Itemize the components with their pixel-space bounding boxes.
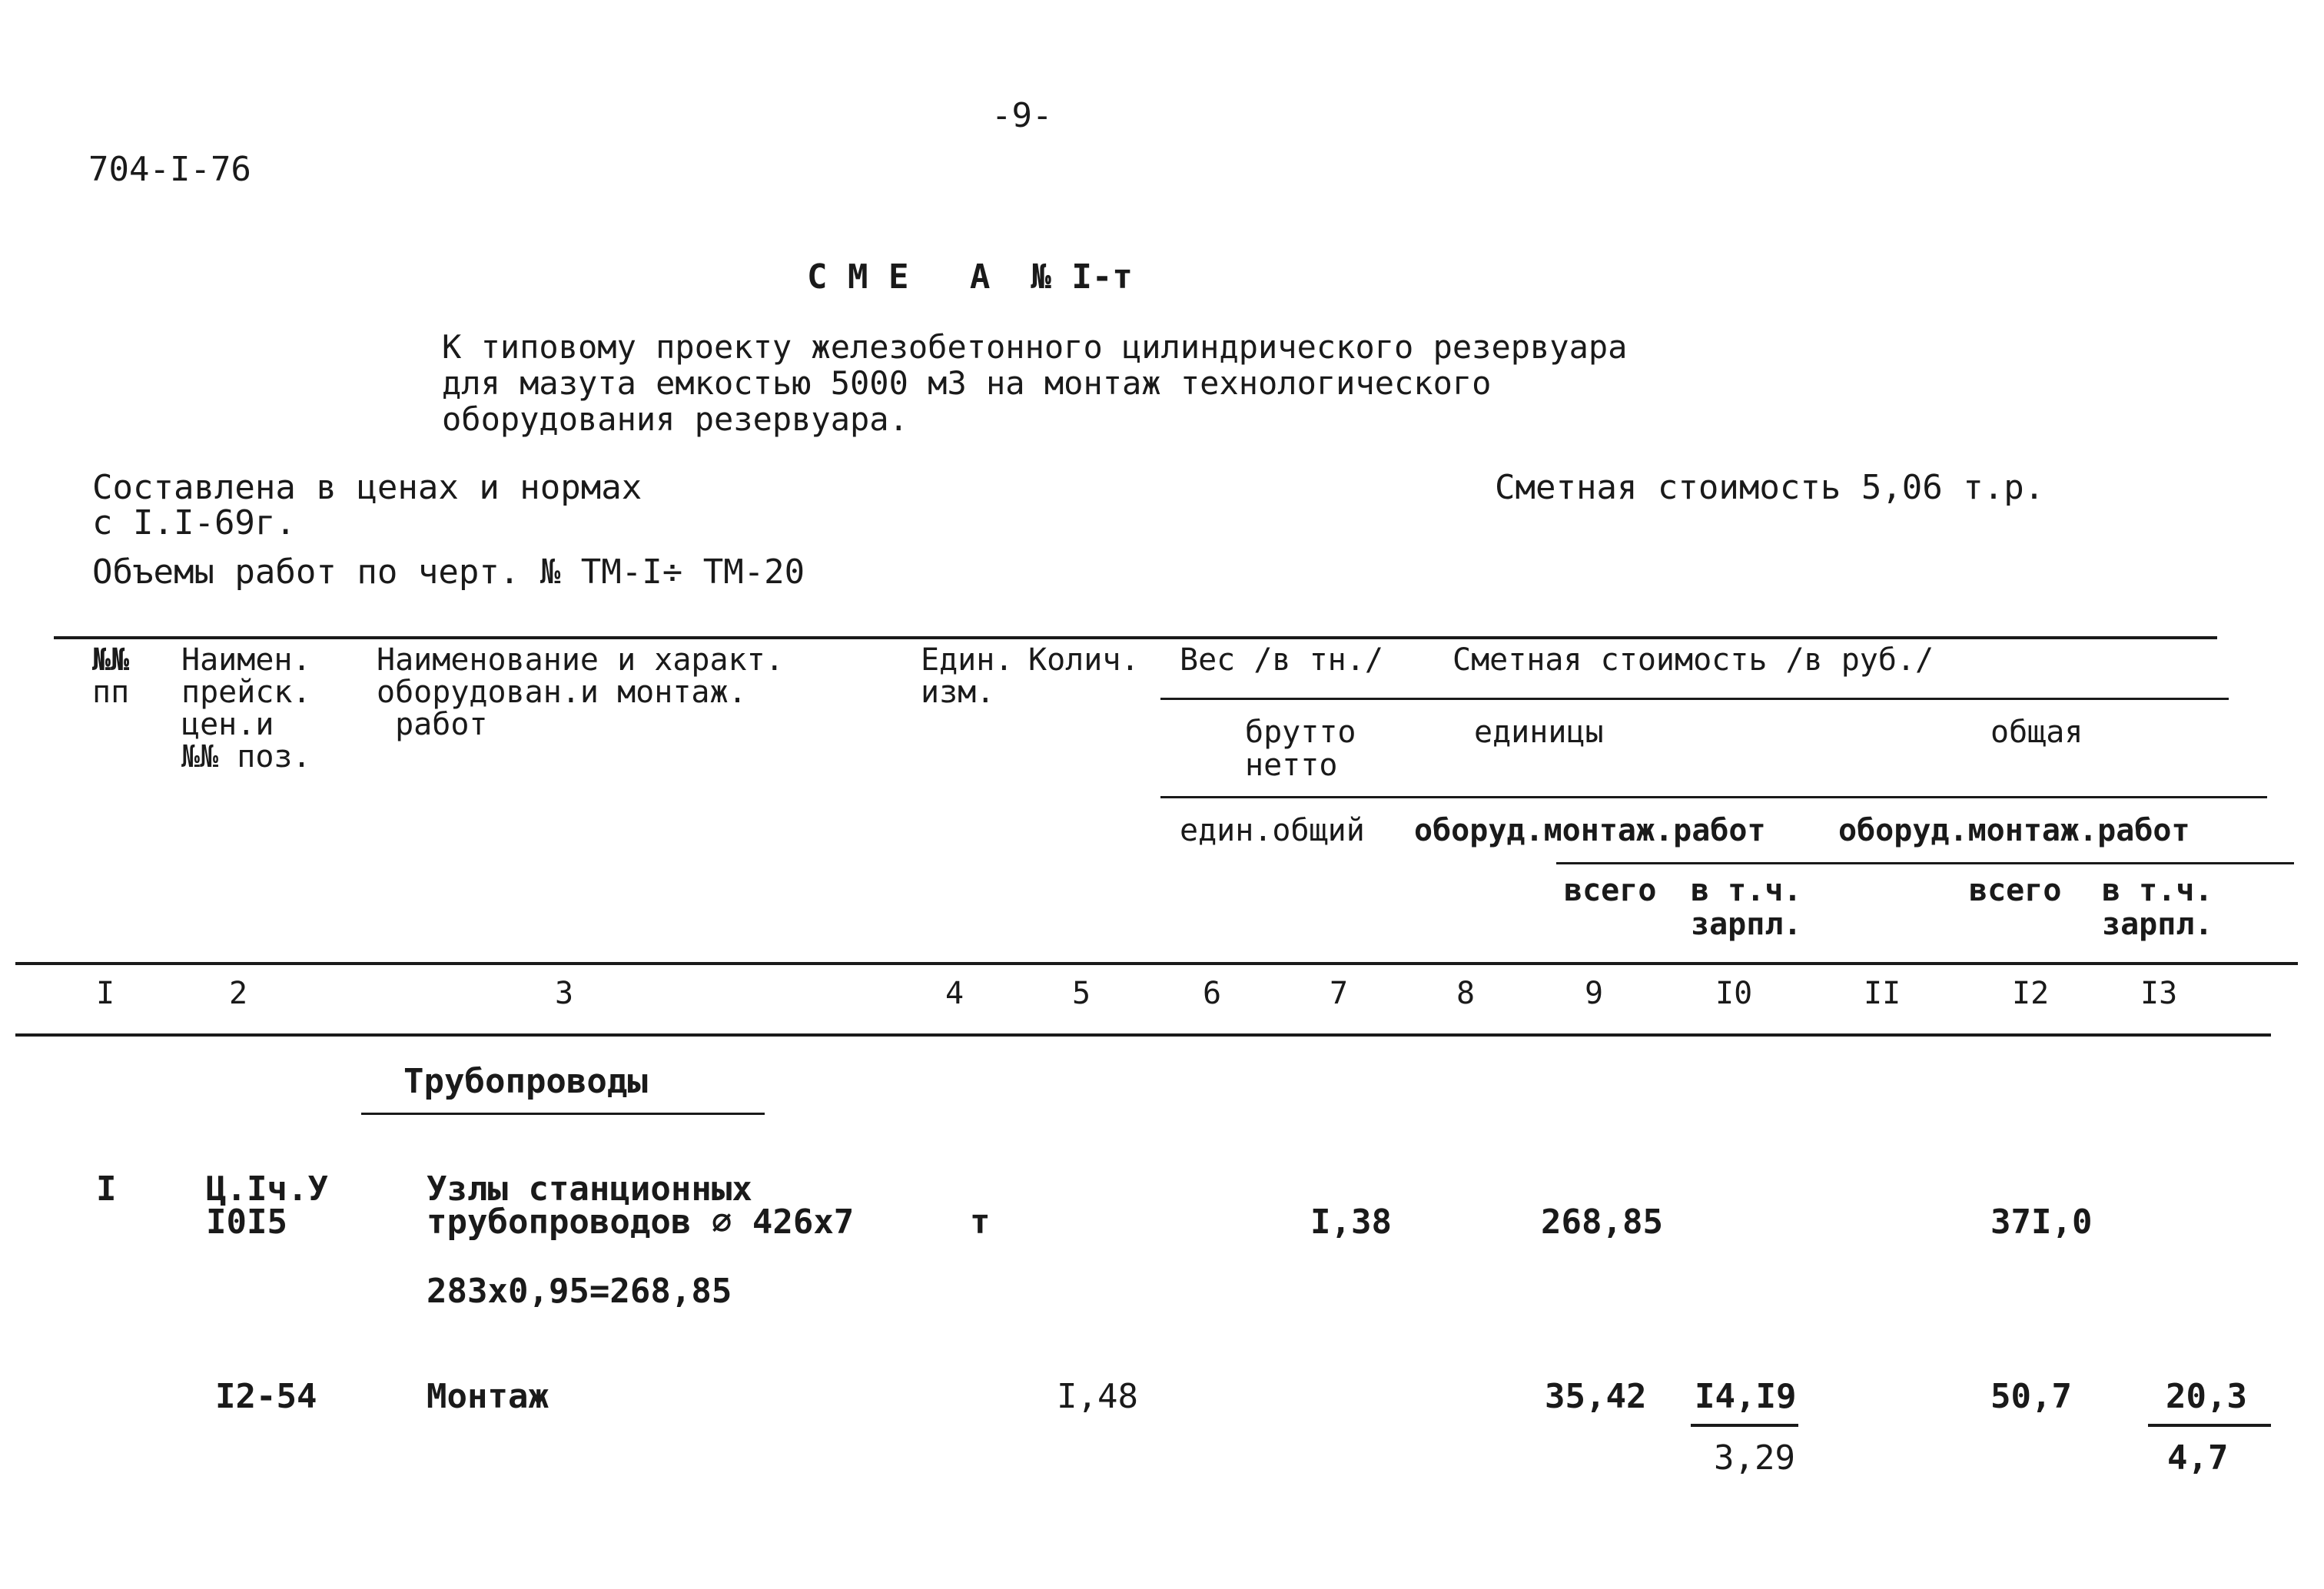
- header-col1-line2: пп: [92, 675, 130, 710]
- header-col5: Колич.: [1028, 642, 1140, 678]
- document-title: С М Е А № I-т: [807, 257, 1133, 297]
- header-unit-total: един.общий: [1180, 813, 1365, 848]
- header-incl-unit-1: в т.ч.: [1691, 873, 1802, 908]
- item-price: 35,42: [1545, 1377, 1647, 1416]
- column-number: I3: [2140, 976, 2178, 1011]
- header-col4-line2: изм.: [921, 675, 995, 710]
- column-number: I: [96, 976, 115, 1011]
- item-total: 37I,0: [1990, 1203, 2093, 1242]
- column-number: 6: [1203, 976, 1222, 1011]
- price-code-line1: Ц.Iч.У: [206, 1169, 328, 1209]
- header-col2-line3: цен.и: [181, 707, 274, 742]
- header-bottom-rule: [15, 962, 2298, 965]
- cost-subheader-rule: [1160, 698, 2229, 700]
- header-all-unit: всего: [1564, 873, 1657, 908]
- header-works-unit: оборуд.монтаж.работ: [1414, 813, 1766, 848]
- compiled-line-1: Составлена в ценах и нормах: [92, 468, 642, 507]
- header-works-total: оборуд.монтаж.работ: [1838, 813, 2190, 848]
- header-cost: Сметная стоимость /в руб./: [1452, 642, 1934, 678]
- subheader-rule-2: [1160, 796, 2267, 798]
- price-code: I2-54: [215, 1377, 317, 1416]
- header-unit: единицы: [1474, 715, 1604, 750]
- table-top-rule: [54, 636, 2217, 639]
- row-number: I: [96, 1169, 117, 1209]
- column-number: 8: [1456, 976, 1476, 1011]
- header-col1-line1: №№: [92, 642, 130, 678]
- column-number: 2: [229, 976, 248, 1011]
- header-col2-line2: прейск.: [181, 675, 311, 710]
- item-weight: I,38: [1310, 1203, 1392, 1242]
- section-title-underline: [361, 1113, 765, 1115]
- subtitle-line-3: оборудования резервуара.: [442, 400, 908, 438]
- column-number: 7: [1330, 976, 1349, 1011]
- document-code: 704-I-76: [88, 150, 251, 189]
- column-number: I2: [2012, 976, 2050, 1011]
- wage-fraction-line: [1691, 1424, 1798, 1427]
- estimated-cost: Сметная стоимость 5,06 т.р.: [1495, 468, 2045, 507]
- item-wage-bottom: 3,29: [1714, 1438, 1795, 1478]
- price-code-line2: I0I5: [206, 1203, 287, 1242]
- subtitle-line-2: для мазута емкостью 5000 м3 на монтаж технологического: [442, 364, 1492, 402]
- item-name-line1: Узлы станционных: [427, 1169, 752, 1209]
- item-name: Монтаж: [427, 1377, 549, 1416]
- header-gross: брутто: [1245, 715, 1356, 750]
- header-incl-unit-2: зарпл.: [1691, 907, 1802, 942]
- page-number: -9-: [991, 96, 1053, 135]
- item-wage-top: I4,I9: [1695, 1377, 1797, 1416]
- header-all-total: всего: [1969, 873, 2062, 908]
- item-price: 268,85: [1541, 1203, 1663, 1242]
- column-number: 9: [1585, 976, 1604, 1011]
- header-net: нетто: [1245, 748, 1338, 783]
- column-number: 3: [555, 976, 574, 1011]
- header-col2-line4: №№ поз.: [181, 739, 311, 775]
- item-unit: т: [970, 1203, 991, 1242]
- header-incl-total-2: зарпл.: [2102, 907, 2213, 942]
- subtitle-line-1: К типовому проекту железобетонного цилиндрического резервуара: [442, 328, 1628, 366]
- item-total-wage-top: 20,3: [2166, 1377, 2247, 1416]
- item-quantity: I,48: [1057, 1377, 1138, 1416]
- item-total-wage-bottom: 4,7: [2167, 1438, 2229, 1478]
- volumes-reference: Объемы работ по черт. № ТМ-I÷ ТМ-20: [92, 552, 805, 592]
- header-col3-line1: Наименование и характ.: [377, 642, 784, 678]
- item-name-line2: трубопроводов ∅ 426х7: [427, 1203, 855, 1242]
- header-total: общая: [1990, 715, 2083, 750]
- column-number: 5: [1072, 976, 1091, 1011]
- column-number-rule: [15, 1033, 2271, 1037]
- section-title: Трубопроводы: [403, 1062, 648, 1101]
- column-number: II: [1864, 976, 1901, 1011]
- header-col3-line2: оборудован.и монтаж.: [377, 675, 747, 710]
- column-number: I0: [1715, 976, 1753, 1011]
- header-col2-line1: Наимен.: [181, 642, 311, 678]
- header-col3-line3: работ: [377, 707, 488, 742]
- subheader-rule-3: [1556, 862, 2294, 864]
- total-wage-fraction-line: [2148, 1424, 2271, 1427]
- header-col4-line1: Един.: [921, 642, 1014, 678]
- column-number: 4: [945, 976, 964, 1011]
- compiled-line-2: с I.I-69г.: [92, 503, 296, 542]
- item-calculation: 283х0,95=268,85: [427, 1272, 732, 1311]
- header-weight: Вес /в тн./: [1180, 642, 1383, 678]
- header-incl-total-1: в т.ч.: [2102, 873, 2213, 908]
- item-total: 50,7: [1990, 1377, 2072, 1416]
